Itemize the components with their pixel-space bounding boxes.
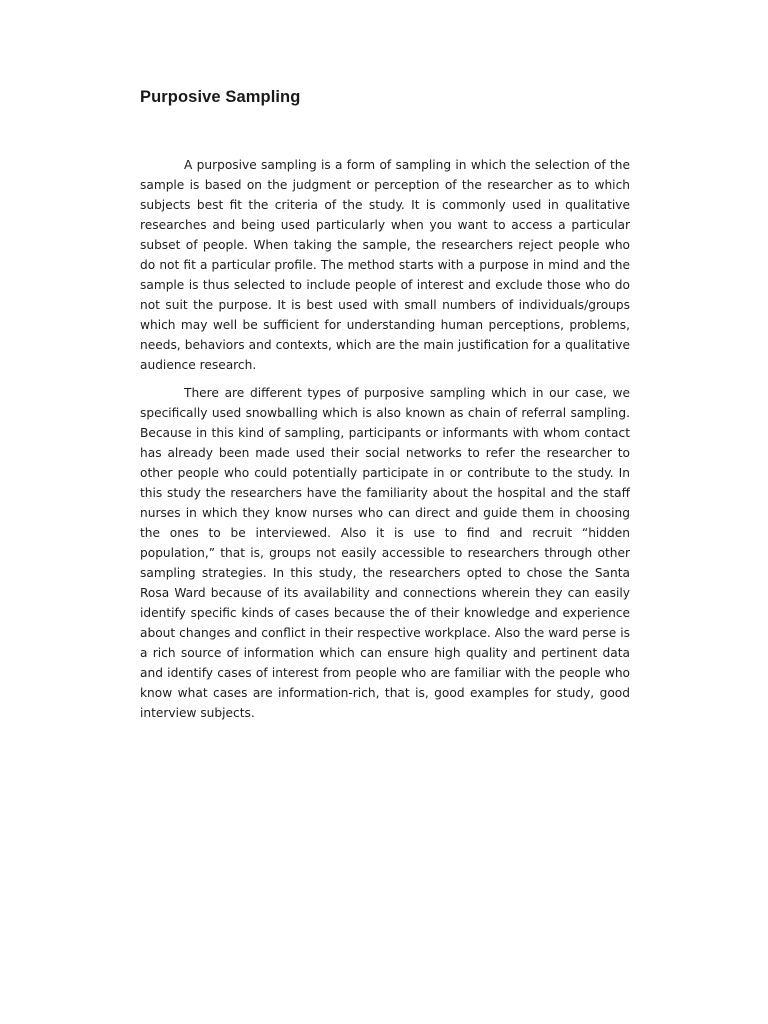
page-title: Purposive Sampling [140,88,301,106]
paragraph-2: There are different types of purposive sampling which in our case, we specifically used snowballing which is also known as chain of referral sampling. Because in this kind of sampling, participants or informants with whom contact has already been made used their social networks to refer the researcher to other people who could potentially participate in or contribute to the study. In this study the researchers have the familiarity about the hospital and the staff nurses in which they know nurses who can direct and guide them in choosing the ones to be interviewed. Also it is use to find and recruit “hidden population,” that is, groups not easily accessible to researchers through other sampling strategies. In this study, the researchers opted to chose the Santa Rosa Ward because of its availability and connections wherein they can easily identify specific kinds of cases because the of their knowledge and experience about changes and conflict in their respective workplace. Also the ward perse is a rich source of information which can ensure high quality and pertinent data and identify cases of interest from people who are familiar with the people who know what cases are information-rich, that is, good examples for study, good interview subjects. [140,386,630,720]
document-body [140,155,630,723]
paragraph-1: A purposive sampling is a form of sampling in which the selection of the sample is based on the judgment or perception of the researcher as to which subjects best fit the criteria of the study. It is commonly used in qualitative researches and being used particularly when you want to access a particular subset of people. When taking the sample, the researchers reject people who do not fit a particular profile. The method starts with a purpose in mind and the sample is thus selected to include people of interest and exclude those who do not suit the purpose. It is best used with small numbers of individuals/groups which may well be sufficient for understanding human perceptions, problems, needs, behaviors and contexts, which are the main justification for a qualitative audience research. [140,158,630,372]
